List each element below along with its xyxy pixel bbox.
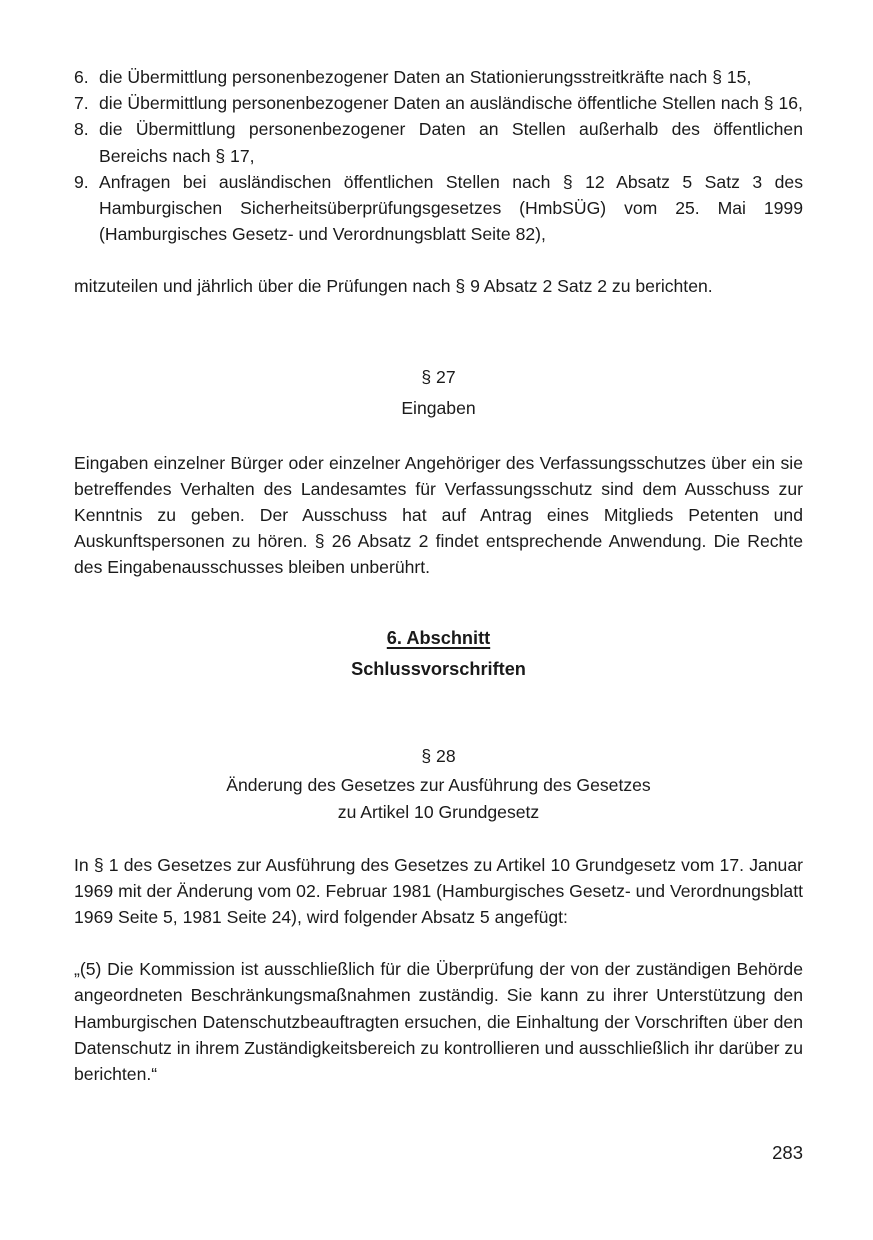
- page-content: [74, 64, 803, 1087]
- numbered-list: [74, 64, 803, 247]
- section-28-title-line-1: Änderung des Gesetzes zur Ausführung des Gesetzes: [226, 774, 651, 795]
- list-item: [74, 90, 803, 116]
- list-item-marker: 8.: [74, 119, 89, 140]
- list-item: [74, 169, 803, 248]
- list-item-marker: 9.: [74, 171, 89, 192]
- abschnitt-title: Schlussvorschriften: [351, 658, 526, 679]
- spacer: [74, 247, 803, 273]
- list-item-marker: 7.: [74, 93, 89, 114]
- list-item-text: die Übermittlung personenbezogener Daten an Stationierungsstreitkräfte nach § 15,: [99, 67, 752, 87]
- spacer: [74, 581, 803, 623]
- list-item-marker: 6.: [74, 67, 89, 87]
- section-27-title: Eingaben: [401, 397, 476, 418]
- spacer: [74, 300, 803, 362]
- section-28-quote: „(5) Die Kommission ist ausschließlich für die Überprüfung der von der zuständigen Behörde angeordneten Beschränkungsmaßnahmen zuständig. Sie kann zu ihrer Unterstützung den Hamburgischen Datenschutzbeauftragten ersuchen, die Einhaltung der Vorschriften über den Datenschutz in ihrem Zuständigkeitsbereich zu kontrollieren und ausschließlich ihr darüber zu berichten.“: [74, 959, 803, 1085]
- abschnitt-heading: [74, 623, 803, 654]
- list-item-text: Anfragen bei ausländischen öffentlichen Stellen nach § 12 Absatz 5 Satz 3 des Hamburgischen Sicherheitsüberprüfungsgesetzes (HmbSÜG) vom 25. Mai 1999 (Hamburgisches Gesetz- und Verordnungsblatt Seite 82),: [99, 171, 803, 245]
- section-28-title-line-2: zu Artikel 10 Grundgesetz: [337, 801, 540, 822]
- section-28-symbol: § 28: [421, 745, 456, 766]
- list-item-text: die Übermittlung personenbezogener Daten an ausländische öffentliche Stellen nach § 16,: [99, 93, 803, 114]
- list-item: [74, 64, 803, 90]
- abschnitt-number: 6. Abschnitt: [386, 627, 491, 648]
- spacer: [74, 424, 803, 450]
- closing-paragraph: mitzuteilen und jährlich über die Prüfungen nach § 9 Absatz 2 Satz 2 zu berichten.: [74, 276, 713, 297]
- spacer: [74, 685, 803, 741]
- section-27-symbol: § 27: [421, 366, 456, 387]
- section-28-body: In § 1 des Gesetzes zur Ausführung des Gesetzes zu Artikel 10 Grundgesetz vom 17. Januar 1969 mit der Änderung vom 02. Februar 1981 (Hamburgisches Gesetz- und Verordnungsblatt 1969 Seite 5, 1981 Seite 24), wird folgender Absatz 5 angefügt:: [74, 854, 803, 928]
- spacer: [74, 826, 803, 852]
- section-27-body: Eingaben einzelner Bürger oder einzelner Angehöriger des Verfassungsschutzes über ein sie betreffendes Verhalten des Landesamtes für Verfassungsschutz sind dem Ausschuss zur Kenntnis zu geben. Der Ausschuss hat auf Antrag eines Mitglieds Petenten und Auskunftspersonen zu hören. § 26 Absatz 2 findet entsprechende Anwendung. Die Rechte des Eingabenausschusses bleiben unberührt.: [74, 452, 803, 578]
- spacer: [74, 930, 803, 956]
- page-number: 283: [772, 1142, 803, 1163]
- list-item-text: die Übermittlung personenbezogener Daten an Stellen außerhalb des öffentlichen Bereichs nach § 17,: [99, 119, 803, 166]
- list-item: [74, 116, 803, 168]
